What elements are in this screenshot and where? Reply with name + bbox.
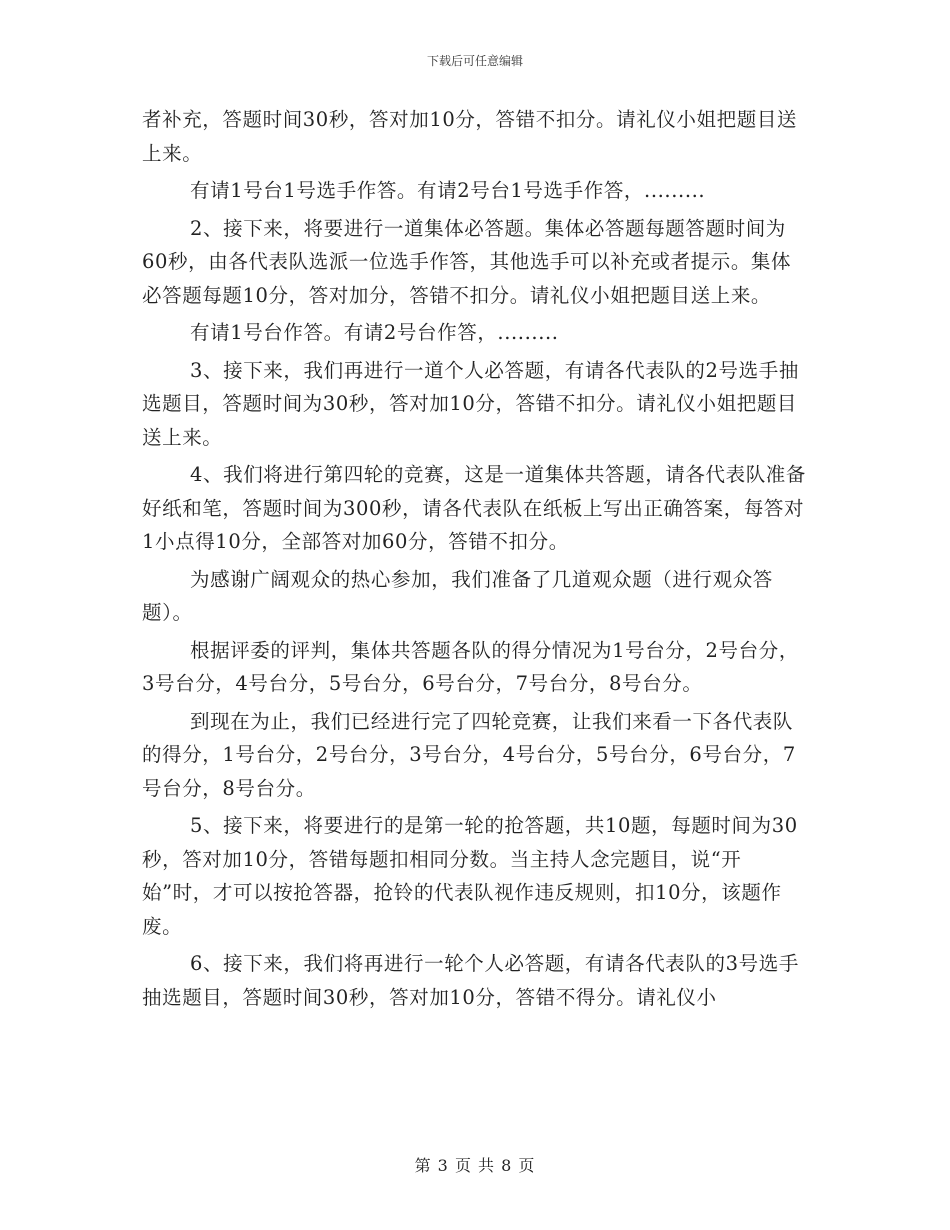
paragraph-item-4: 4、我们将进行第四轮的竞赛，这是一道集体共答题，请各代表队准备好纸和笔，答题时间为300秒，请各代表队在纸板上写出正确答案，每答对1小点得10分，全部答对加60分，答错不扣分。 <box>142 463 807 553</box>
paragraph-item-3: 3、接下来，我们再进行一道个人必答题，有请各代表队的2号选手抽选题目，答题时间为30秒，答对加10分，答错不扣分。请礼仪小姐把题目送上来。 <box>142 358 799 449</box>
paragraph-item-5: 5、接下来，将要进行的是第一轮的抢答题，共10题，每题时间为30秒，答对加10分，答错每题扣相同分数。当主持人念完题目，说“开始”时，才可以按抢答器，抢铃的代表队视作违反规则，扣10分，该题作废。 <box>142 814 798 938</box>
page-number: 第 3 页 共 8 页 <box>414 1156 536 1175</box>
document-body <box>142 103 810 1018</box>
page-header: 下载后可任意编辑 <box>426 54 523 68</box>
paragraph-audience: 为感谢广阔观众的热心参加，我们准备了几道观众题（进行观众答题）。 <box>142 567 773 624</box>
paragraph-item-2: 2、接下来，将要进行一道集体必答题。集体必答题每题答题时间为60秒，由各代表队选派一位选手作答，其他选手可以补充或者提示。集体必答题每题10分，答对加分，答错不扣分。请礼仪小姐把题目送上来。 <box>142 216 792 307</box>
paragraph-current-scores: 到现在为止，我们已经进行完了四轮竞赛，让我们来看一下各代表队的得分，1号台分，2号台分，3号台分，4号台分，5号台分，6号台分，7号台分，8号台分。 <box>142 709 796 800</box>
paragraph-team-call: 有请1号台作答。有请2号台作答，......... <box>190 321 559 344</box>
paragraph-individual-call: 有请1号台1号选手作答。有请2号台1号选手作答，......... <box>190 179 706 202</box>
paragraph-continuation: 者补充，答题时间30秒，答对加10分，答错不扣分。请礼仪小姐把题目送上来。 <box>142 108 798 165</box>
paragraph-item-6: 6、接下来，我们将再进行一轮个人必答题，有请各代表队的3号选手抽选题目，答题时间30秒，答对加10分，答错不得分。请礼仪小 <box>142 952 799 1009</box>
paragraph-judges-scores: 根据评委的评判，集体共答题各队的得分情况为1号台分，2号台分，3号台分，4号台分，5号台分，6号台分，7号台分，8号台分。 <box>142 638 799 695</box>
